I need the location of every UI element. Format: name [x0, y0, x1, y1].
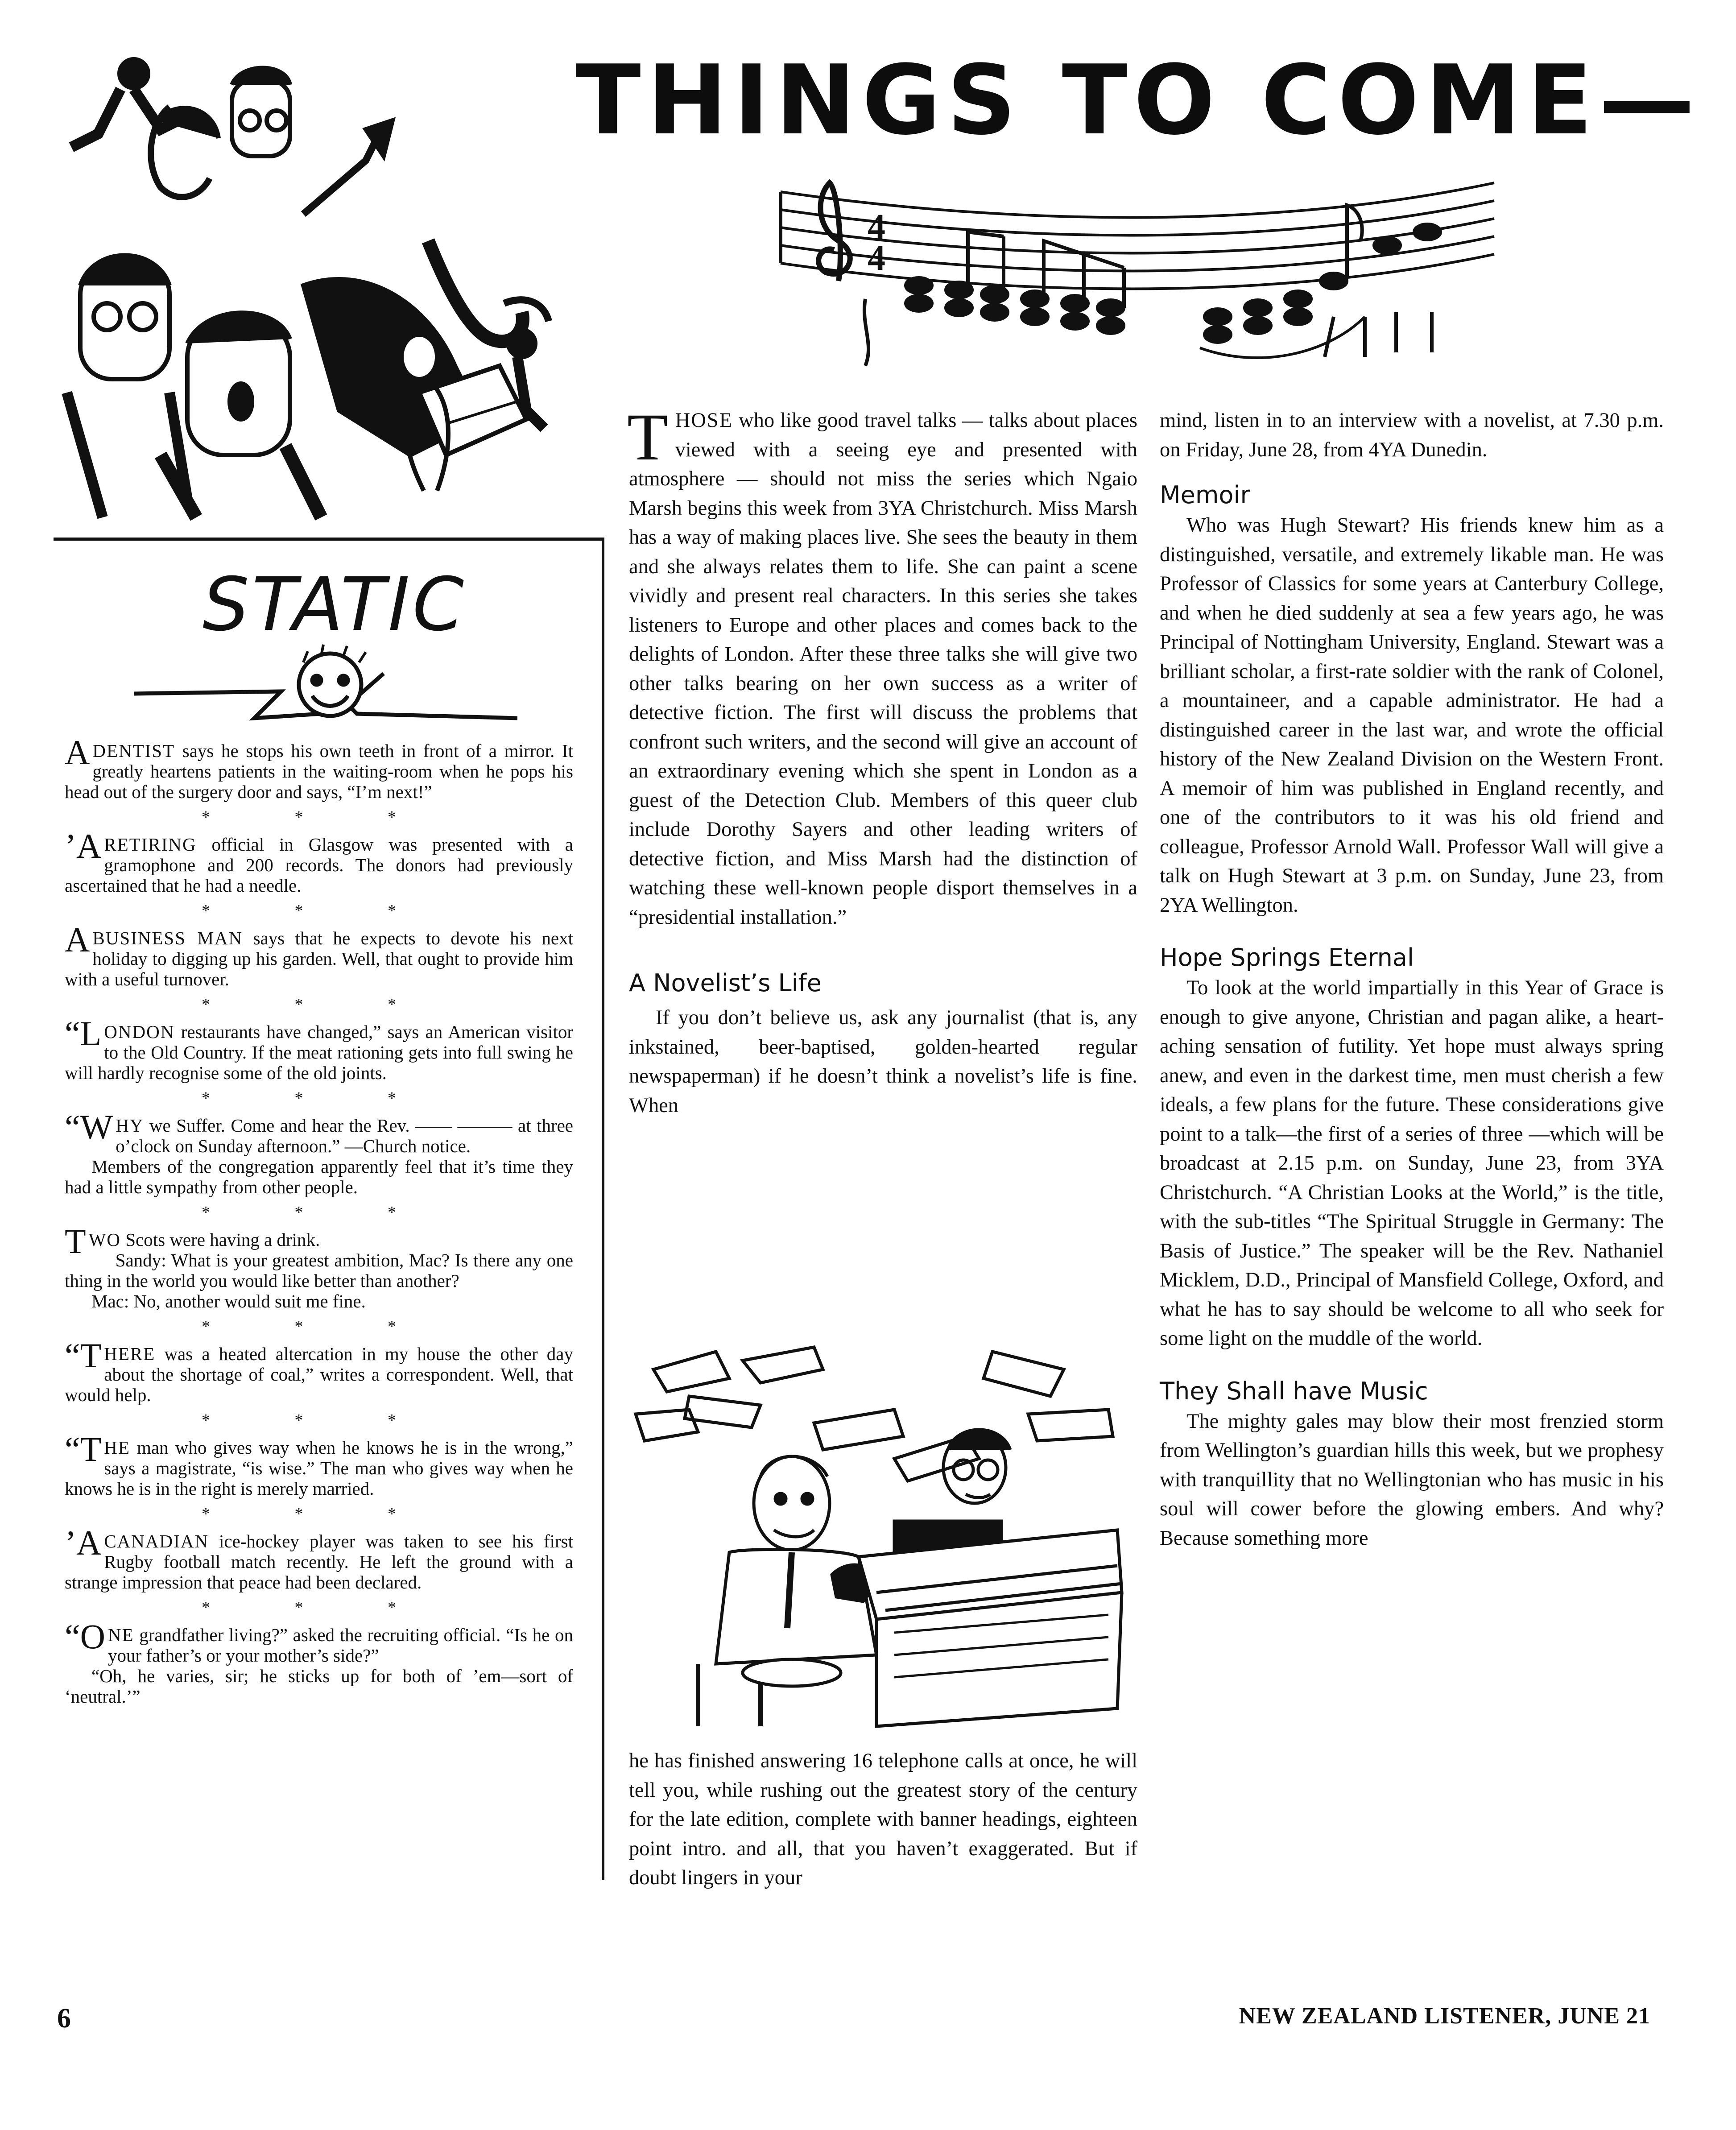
page-number: 6 — [57, 2003, 71, 2034]
middle-column-top — [627, 400, 1137, 1120]
travel-talks-paragraph: THOSE who like good travel talks — talks about places viewed with a seeing eye and presented with atmosphere — should not miss the series which Ngaio Marsh begins this week from 3YA Christchurch. Miss Marsh has a way of making places live. She sees the beauty in them and she always relates them to life. She can paint a scene vividly and present real characters. In this series she takes listeners to Europe and other places and comes back to the delights of London. After these three talks she will give two other talks bearing on her own success as a writer of detective fiction. The first will discuss the problems that confront such writers, and the second will give an account of an extraordinary evening which she spent in London as a guest of the Detection Club. Members of this queer club include Dorothy Sayers and other leading writers of detective fiction, and Miss Marsh had the distinction of watching these well-known people disport themselves in a “presidential installation.” — [627, 400, 1137, 929]
separator: * * * — [202, 1598, 436, 1617]
static-item: A BUSINESS MAN says that he expects to devote his next holiday to digging up his garden. Well, that ought to provide him with a useful turnover. — [65, 920, 574, 989]
svg-text:4: 4 — [868, 207, 885, 247]
static-items — [65, 733, 574, 1707]
page-title: THINGS TO COME— — [575, 44, 1701, 156]
music-staff-illustration — [772, 165, 1503, 397]
static-item: “ONE grandfather living?” asked the recruiting official. “Is he on your father’s or your mother’s side?” — [65, 1617, 573, 1666]
static-item: TWO Scots were having a drink. — [65, 1222, 320, 1261]
novelist-paragraph: If you don’t believe us, ask any journalist (that is, any inkstained, beer-baptised, golden-hearted regular newspaperman) if he doesn’t think a novelist’s life is fine. When — [629, 1006, 1137, 1117]
hope-springs-paragraph: To look at the world impartially in this Year of Grace is enough to give anyone, Christian and pagan alike, a heart-aching sensation of futility. Yet hope must always spring anew, and even in the darkest time, men must cherish a few ideals, a few plans for the future. These considerations give point to a talk—the first of a series of three —which will be broadcast at 2.15 p.m. on Sunday, June 23, from 3YA Christchurch. “A Christian Looks at the World,” is the title, with the sub-titles “The Spiritual Struggle in Germany: The Basis of Justice.” The speaker will be the Rev. Nathaniel Micklem, D.D., Principal of Mansfield College, Oxford, and what he has to say should be welcome to all who seek for some light on the muddle of the world. — [1160, 976, 1664, 1350]
static-ornament — [134, 642, 517, 736]
static-item: ’A RETIRING official in Glasgow was presented with a gramophone and 200 records. The donors had previously ascertained that he had a needle. — [65, 827, 573, 896]
static-item: “THERE was a heated altercation in my house the other day about the shortage of coal,” writes a correspondent. Well, that would help. — [65, 1336, 573, 1405]
publication-credit: NEW ZEALAND LISTENER, JUNE 21 — [1239, 2003, 1650, 2029]
separator: * * * — [202, 995, 436, 1014]
novelist-paragraph-continued: he has finished answering 16 telephone calls at once, he will tell you, while rushing out the greatest story of the century for the late edition, complete with banner headings, eighteen point intro. and all, that you haven’t exaggerated. But if doubt lingers in your — [629, 1749, 1137, 1889]
separator: * * * — [202, 808, 436, 827]
static-item-note: Members of the congregation apparently feel that it’s time they had a little sympathy from other people. — [65, 1156, 573, 1197]
journalist-cartoon — [627, 1343, 1126, 1735]
static-item: “LONDON restaurants have changed,” says an American visitor to the Old Country. If the meat rationing gets into full swing he will hardly recognise some of the old joints. — [65, 1014, 573, 1083]
novelist-heading: A Novelist’s Life — [629, 969, 822, 997]
middle-column-bottom — [629, 1746, 1137, 1893]
band-illustration — [54, 54, 558, 522]
svg-text:4: 4 — [868, 239, 885, 278]
static-item-note: “Oh, he varies, sir; he sticks up for both of ’em—sort of ‘neutral.’” — [65, 1666, 573, 1707]
static-item: A DENTIST says he stops his own teeth in front of a mirror. It greatly heartens patients in the waiting-room when he pops his head out of the surgery door and says, “I’m next!” — [65, 733, 573, 802]
separator: * * * — [202, 1317, 436, 1336]
static-item: ’A CANADIAN ice-hockey player was taken to see his first Rugby football match recently. He left the ground with a strange impression that peace had been declared. — [65, 1523, 573, 1592]
static-item-note: Mac: No, another would suit me fine. — [91, 1291, 366, 1311]
right-column — [1160, 406, 1664, 1553]
static-heading: STATIC — [203, 562, 467, 647]
hope-springs-heading: Hope Springs Eternal — [1160, 943, 1414, 972]
separator: * * * — [202, 1203, 436, 1222]
static-item: “WHY we Suffer. Come and hear the Rev. —— ——— at three o’clock on Sunday afternoon.” —Church notice. — [65, 1108, 573, 1156]
separator: * * * — [202, 1505, 436, 1523]
memoir-paragraph: Who was Hugh Stewart? His friends knew him as a distinguished, versatile, and extremely likable man. He was Professor of Classics for some years at Canterbury College, and when he died suddenly at sea a few years ago, he was Principal of Nottingham University, England. Stewart was a brilliant scholar, a first-rate soldier with the rank of Colonel, a mountaineer, and a capable administrator. He had a distinguished career in the last war, and wrote the official history of the New Zealand Division on the Western Front. A memoir of him was published in England recently, and one of the contributors to it was his old friend and colleague, Professor Arnold Wall. Professor Wall will give a talk on Hugh Stewart at 3 p.m. on Sunday, June 23, from 2YA Wellington. — [1160, 514, 1664, 917]
music-heading: They Shall have Music — [1160, 1377, 1428, 1405]
static-item-note: Sandy: What is your greatest ambition, Mac? Is there any one thing in the world you would like better than another? — [65, 1250, 573, 1291]
music-paragraph: The mighty gales may blow their most frenzied storm from Wellington’s guardian hills this week, but we prophesy with tranquillity that no Wellingtonian who has music in his soul will cower before the glowing embers. And why? Because something more — [1160, 1410, 1664, 1550]
memoir-heading: Memoir — [1160, 481, 1250, 509]
separator: * * * — [202, 902, 436, 920]
novelist-interview-paragraph: mind, listen in to an interview with a novelist, at 7.30 p.m. on Friday, June 28, from 4YA Dunedin. — [1160, 409, 1664, 461]
separator: * * * — [202, 1089, 436, 1108]
separator: * * * — [202, 1411, 436, 1430]
static-item: “THE man who gives way when he knows he is in the wrong,” says a magistrate, “is wise.” The man who gives way when he knows he is in the right is merely married. — [65, 1430, 573, 1499]
